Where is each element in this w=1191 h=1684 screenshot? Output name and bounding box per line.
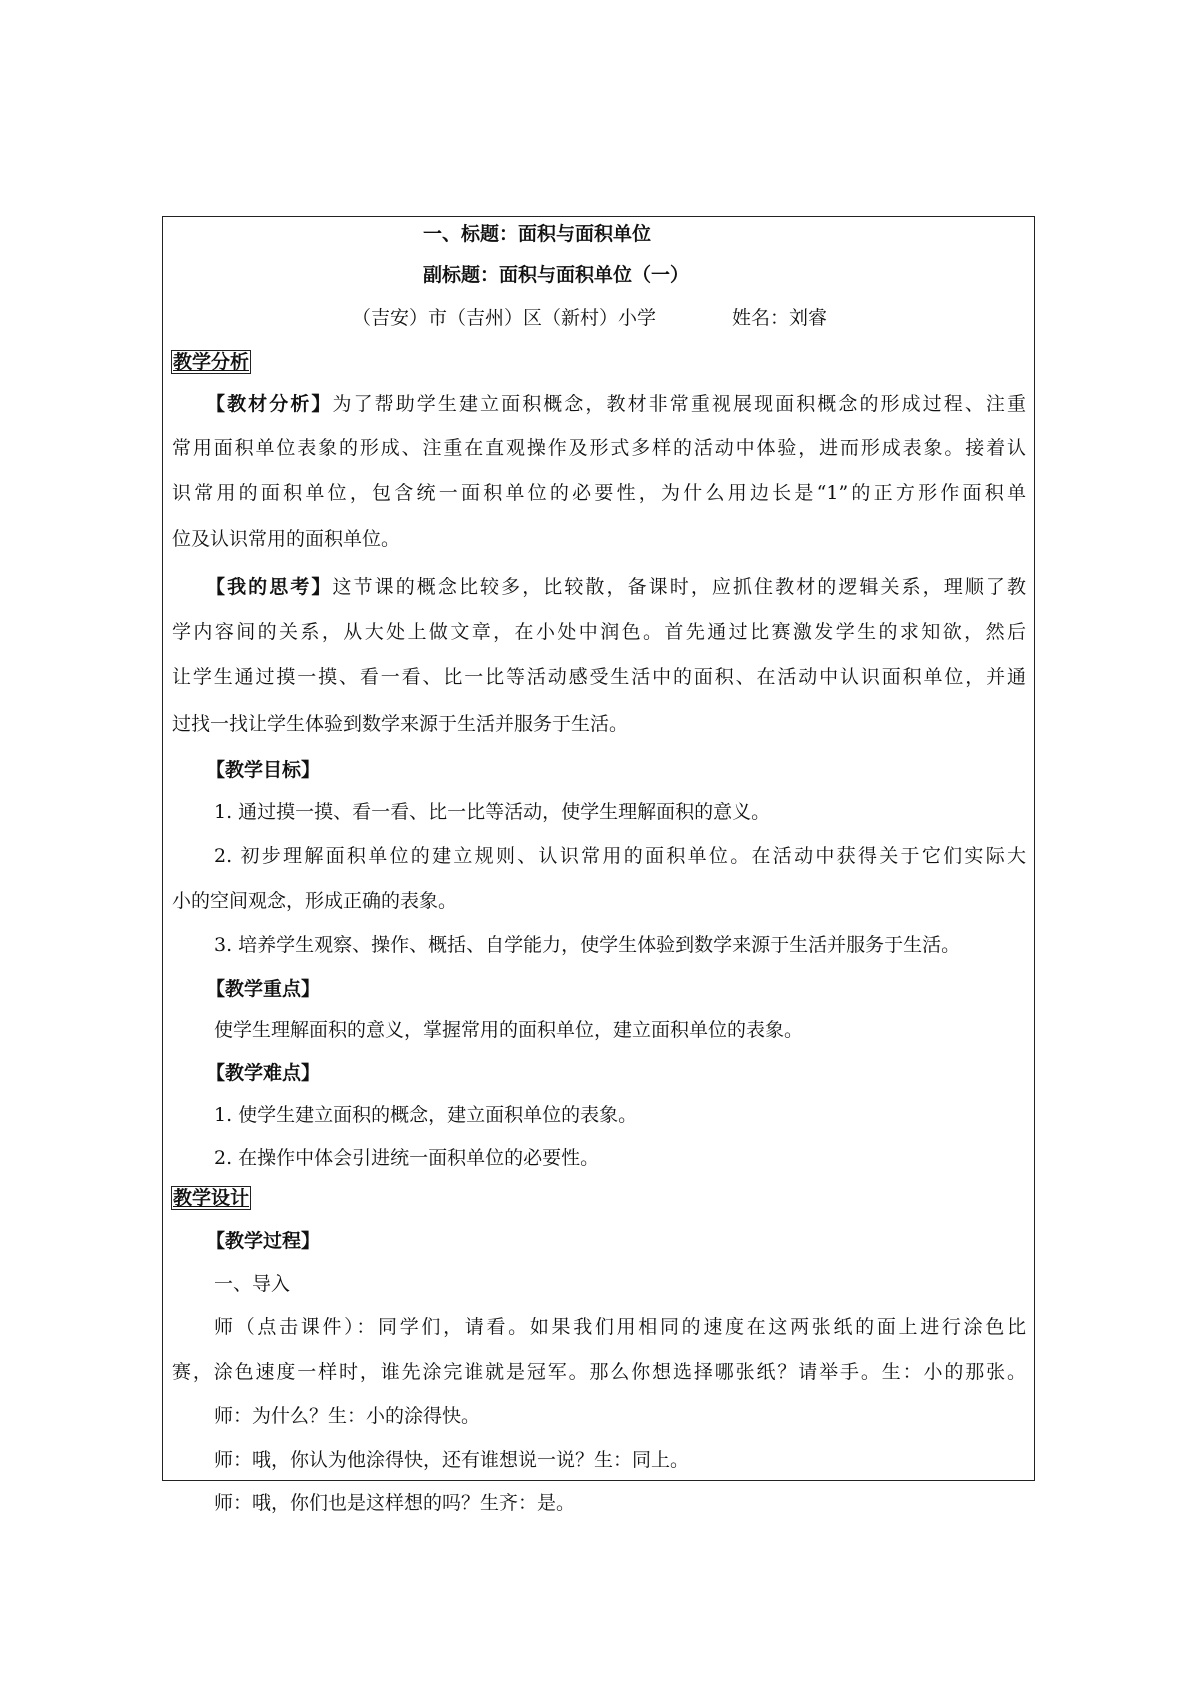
dialogue-line-5: 师：哦，你们也是这样想的吗？生齐：是。 — [214, 1492, 576, 1514]
difficulty-item-2: 2. 在操作中体会引进统一面积单位的必要性。 — [214, 1147, 600, 1169]
thinking-line-4: 过找一找让学生体验到数学来源于生活并服务于生活。 — [172, 713, 629, 735]
material-analysis-line-1: 【教材分析】为了帮助学生建立面积概念，教材非常重视展现面积概念的形成过程、注重 — [206, 393, 1026, 415]
material-analysis-line-4: 位及认识常用的面积单位。 — [172, 528, 401, 550]
key-points-text: 使学生理解面积的意义，掌握常用的面积单位，建立面积单位的表象。 — [214, 1019, 804, 1041]
dialogue-line-2: 赛，涂色速度一样时，谁先涂完谁就是冠军。那么你想选择哪张纸？请举手。生：小的那张。 — [172, 1361, 1026, 1383]
goal-item-2: 2. 初步理解面积单位的建立规则、认识常用的面积单位。在活动中获得关于它们实际大 — [214, 845, 1026, 867]
intro-heading: 一、导入 — [214, 1273, 291, 1295]
goal-item-3: 3. 培养学生观察、操作、概括、自学能力，使学生体验到数学来源于生活并服务于生活。 — [214, 934, 961, 956]
difficulties-label: 【教学难点】 — [206, 1062, 321, 1084]
section-heading-design: 教学设计 — [173, 1187, 250, 1209]
thinking-line-3: 让学生通过摸一摸、看一看、比一比等活动感受生活中的面积、在活动中认识面积单位，并通 — [172, 666, 1026, 688]
page-subtitle: 副标题：面积与面积单位（一） — [423, 264, 690, 286]
material-analysis-line-3: 识常用的面积单位，包含统一面积单位的必要性，为什么用边长是“1”的正方形作面积单 — [172, 482, 1026, 504]
dialogue-line-3: 师：为什么？生：小的涂得快。 — [214, 1405, 481, 1427]
section-heading-analysis: 教学分析 — [173, 351, 250, 373]
school-name: （吉安）市（吉州）区（新村）小学 — [352, 307, 657, 329]
thinking-label: 【我的思考】 — [206, 576, 333, 598]
goal-item-1: 1. 通过摸一摸、看一看、比一比等活动，使学生理解面积的意义。 — [214, 801, 771, 823]
material-analysis-line-2: 常用面积单位表象的形成、注重在直观操作及形式多样的活动中体验，进而形成表象。接着认 — [172, 437, 1026, 459]
page-title: 一、标题：面积与面积单位 — [423, 223, 652, 245]
thinking-line-2: 学内容间的关系，从大处上做文章，在小处中润色。首先通过比赛激发学生的求知欲，然后 — [172, 621, 1026, 643]
key-points-label: 【教学重点】 — [206, 978, 321, 1000]
goal-item-2-cont: 小的空间观念，形成正确的表象。 — [172, 890, 458, 912]
author-name: 姓名：刘睿 — [732, 307, 828, 329]
dialogue-line-1: 师（点击课件）：同学们，请看。如果我们用相同的速度在这两张纸的面上进行涂色比 — [214, 1316, 1026, 1338]
thinking-line-1: 【我的思考】这节课的概念比较多，比较散，备课时，应抓住教材的逻辑关系，理顺了教 — [206, 576, 1026, 598]
difficulty-item-1: 1. 使学生建立面积的概念，建立面积单位的表象。 — [214, 1104, 638, 1126]
dialogue-line-4: 师：哦，你认为他涂得快，还有谁想说一说？生：同上。 — [214, 1449, 690, 1471]
material-analysis-label: 【教材分析】 — [206, 393, 333, 415]
process-label: 【教学过程】 — [206, 1230, 321, 1252]
goals-label: 【教学目标】 — [206, 759, 321, 781]
